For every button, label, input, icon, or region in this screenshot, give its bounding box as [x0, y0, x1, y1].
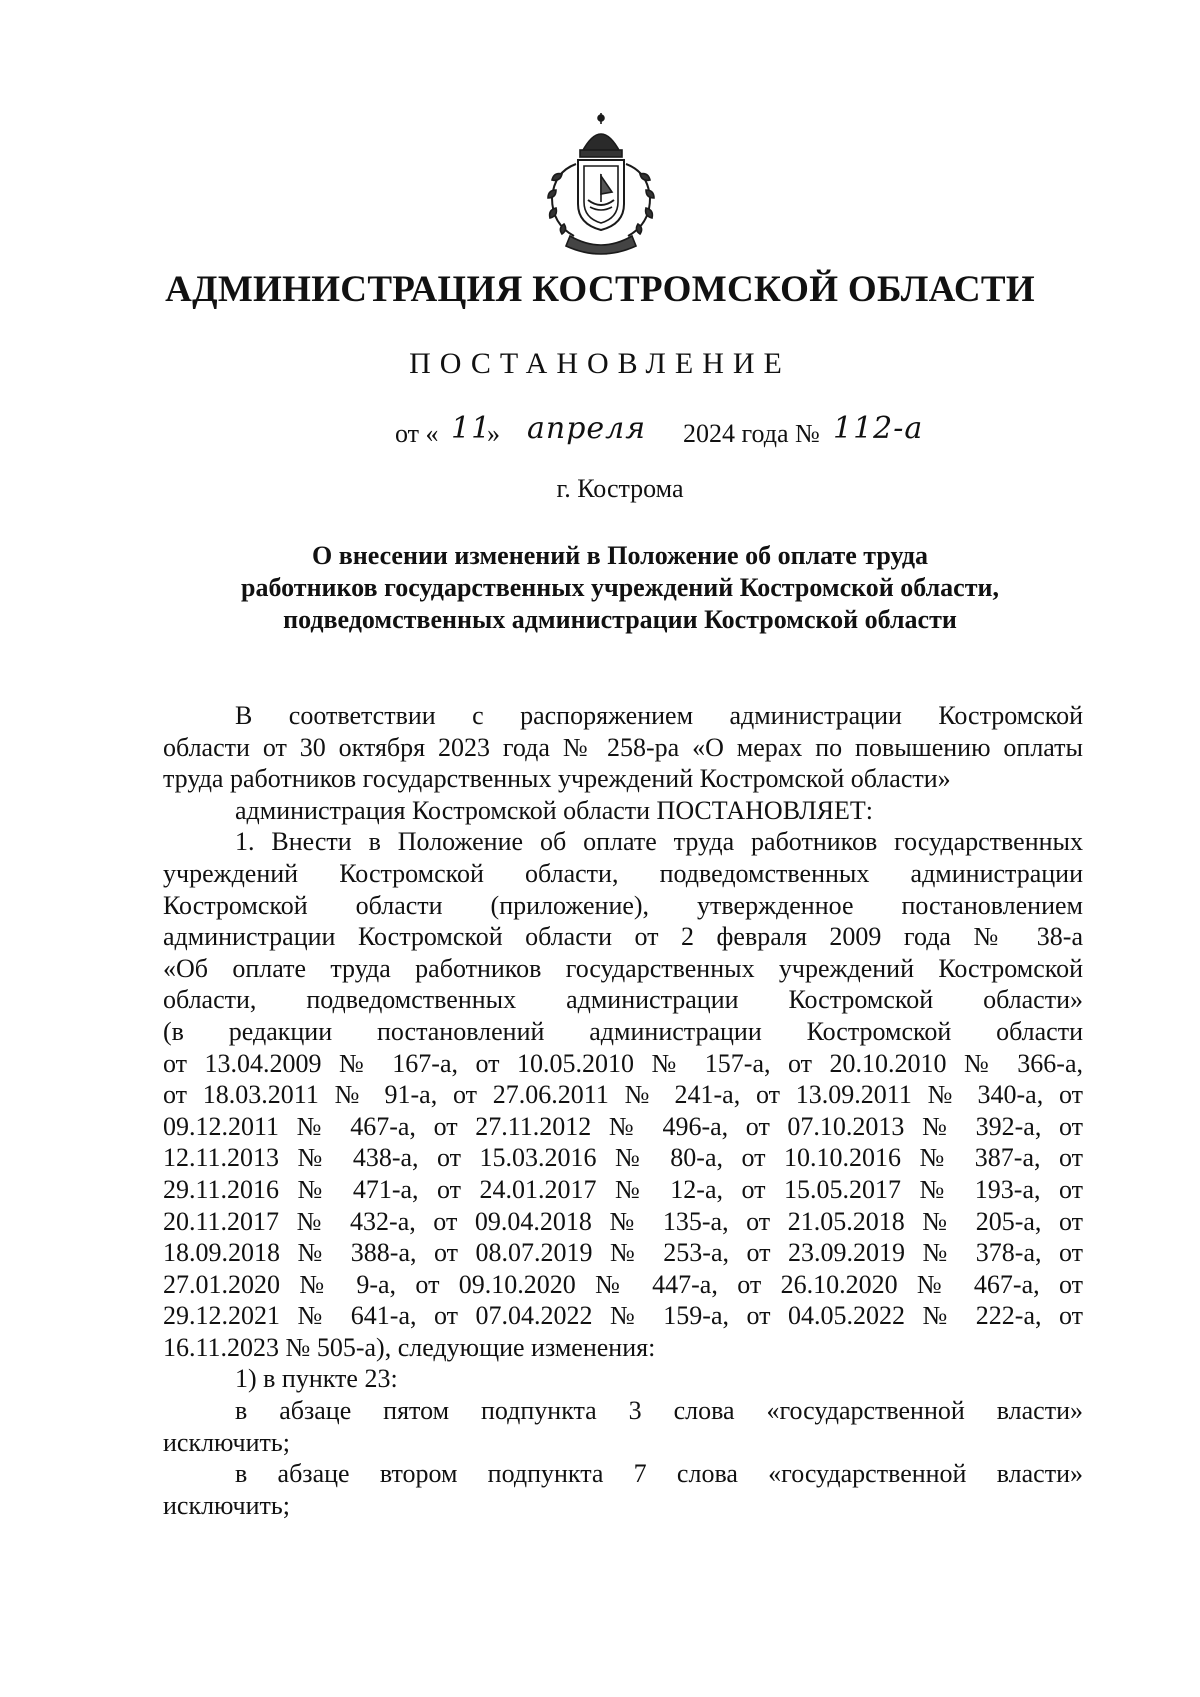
date-prefix: от «	[395, 419, 439, 448]
body-line: исключить;	[163, 1427, 290, 1457]
document-type: ПОСТАНОВЛЕНИЕ	[409, 347, 791, 380]
body-line: Костромской области (приложение), утвержденное постановлением	[163, 890, 1083, 920]
city-name: г. Кострома	[556, 474, 684, 503]
body-line: 12.11.2013 № 438-а, от 15.03.2016 № 80-а, от 10.10.2016 № 387-а, от	[163, 1143, 1083, 1173]
date-quote-close: »	[487, 419, 500, 448]
body-line: администрация Костромской области ПОСТАНОВЛЯЕТ:	[235, 795, 874, 825]
document-body	[163, 700, 1083, 1521]
body-line: 29.11.2016 № 471-а, от 24.01.2017 № 12-а, от 15.05.2017 № 193-а, от	[163, 1174, 1083, 1204]
subject-line: О внесении изменений в Положение об оплате труда	[311, 541, 929, 570]
body-line: исключить;	[163, 1490, 290, 1520]
body-line: от 13.04.2009 № 167-а, от 10.05.2010 № 157-а, от 20.10.2010 № 366-а,	[163, 1048, 1083, 1078]
subject-line: работников государственных учреждений Костромской области,	[241, 573, 999, 602]
body-line: 27.01.2020 № 9-а, от 09.10.2020 № 447-а, от 26.10.2020 № 467-а, от	[163, 1269, 1083, 1299]
body-line: 1) в пункте 23:	[235, 1364, 398, 1394]
body-line: «Об оплате труда работников государственных учреждений Костромской	[163, 953, 1083, 983]
coat-of-arms-emblem	[540, 112, 662, 260]
body-line: в абзаце пятом подпункта 3 слова «государственной власти»	[235, 1396, 1083, 1426]
document-number-handwritten: 112-а	[833, 411, 924, 446]
document-date-line	[395, 409, 995, 459]
body-line: 18.09.2018 № 388-а, от 08.07.2019 № 253-а, от 23.09.2019 № 378-а, от	[163, 1238, 1083, 1268]
date-month-handwritten: апреля	[527, 411, 647, 446]
document-subject	[150, 540, 1090, 636]
date-day-handwritten: 11	[451, 411, 492, 446]
organization-title: АДМИНИСТРАЦИЯ КОСТРОМСКОЙ ОБЛАСТИ	[165, 269, 1035, 310]
date-year-text: 2024 года №	[683, 419, 820, 448]
body-line: (в редакции постановлений администрации Костромской области	[163, 1016, 1083, 1046]
body-line: 1. Внести в Положение об оплате труда работников государственных	[235, 827, 1083, 857]
body-line: учреждений Костромской области, подведомственных администрации	[163, 858, 1083, 888]
body-line: области от 30 октября 2023 года № 258-ра «О мерах по повышению оплаты	[163, 732, 1083, 762]
subject-line: подведомственных администрации Костромской области	[283, 605, 957, 634]
body-line: 16.11.2023 № 505-а), следующие изменения:	[163, 1332, 656, 1362]
body-line: 20.11.2017 № 432-а, от 09.04.2018 № 135-а, от 21.05.2018 № 205-а, от	[163, 1206, 1083, 1236]
body-line: от 18.03.2011 № 91-а, от 27.06.2011 № 241-а, от 13.09.2011 № 340-а, от	[163, 1080, 1083, 1110]
body-line: администрации Костромской области от 2 февраля 2009 года № 38-а	[163, 922, 1083, 952]
body-line: труда работников государственных учреждений Костромской области»	[163, 764, 951, 794]
body-line: 29.12.2021 № 641-а, от 07.04.2022 № 159-а, от 04.05.2022 № 222-а, от	[163, 1301, 1083, 1331]
body-line: в абзаце втором подпункта 7 слова «государственной власти»	[235, 1459, 1083, 1489]
body-line: области, подведомственных администрации Костромской области»	[163, 985, 1083, 1015]
body-line: 09.12.2011 № 467-а, от 27.11.2012 № 496-а, от 07.10.2013 № 392-а, от	[163, 1111, 1083, 1141]
body-line: В соответствии с распоряжением администрации Костромской	[235, 701, 1083, 730]
